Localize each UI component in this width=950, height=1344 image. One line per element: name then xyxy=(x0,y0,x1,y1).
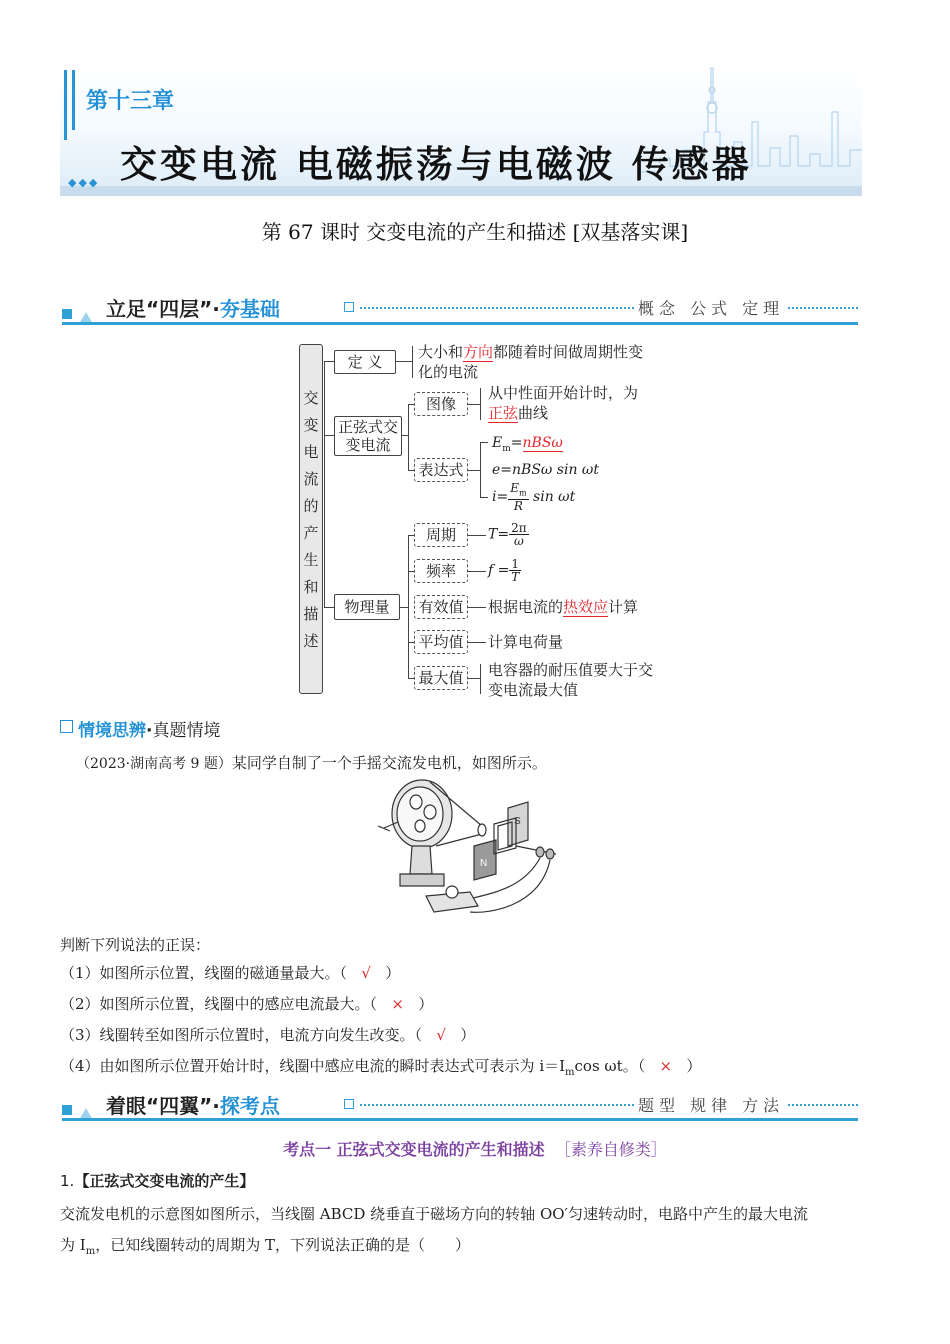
magnet-n-label: N xyxy=(480,858,488,869)
chapter-title: 交变电流 电磁振荡与电磁波 传感器 xyxy=(120,143,752,186)
quantities-node: 物理量 xyxy=(334,594,400,620)
section1-title: 立足“四层”·夯基础 xyxy=(106,297,280,321)
connector xyxy=(480,442,481,498)
banner-bar xyxy=(64,70,67,140)
section1-keywords: 概念 公式 定理 xyxy=(634,296,788,319)
connector xyxy=(468,535,486,536)
connector xyxy=(468,404,480,405)
frequency-formula: f = $\frac{1}{T}$ xyxy=(488,557,520,584)
formula-em: $E_m=nBS\omega$ xyxy=(492,435,563,454)
diamond-icon: ◆◆◆ xyxy=(68,176,100,189)
question-1-line2: 为 $I_m$，已知线圈转动的周期为 T，下列说法正确的是（ ） xyxy=(60,1236,470,1257)
context-title: 情境思辨·真题情境 xyxy=(78,721,221,741)
expression-node: 表达式 xyxy=(414,458,468,482)
connector xyxy=(468,607,486,608)
connector xyxy=(412,346,413,378)
connector xyxy=(324,361,334,362)
section-rule xyxy=(62,322,858,325)
max-node: 最大值 xyxy=(414,666,468,690)
connector xyxy=(480,664,481,694)
formula-e: e=nBSω sin ωt xyxy=(492,462,599,478)
connector xyxy=(408,404,409,470)
definition-node: 定 义 xyxy=(334,350,396,374)
connector xyxy=(324,607,334,608)
connector xyxy=(468,571,486,572)
average-text: 计算电荷量 xyxy=(488,633,564,651)
sine-current-node: 正弦式交 变电流 xyxy=(334,416,402,456)
map-root: 交 变 电 流 的 产 生 和 描 述 xyxy=(299,344,323,694)
square-icon xyxy=(62,309,72,319)
square-outline-icon xyxy=(344,302,354,312)
period-formula: T= $\frac{2\pi}{\omega}$ xyxy=(488,521,527,548)
question-1-line1: 交流发电机的示意图如图所示，当线圈 ABCD 绕垂直于磁场方向的转轴 OO′匀速转动时，电路中产生的最大电流 xyxy=(60,1205,808,1223)
magnet-s-label: S xyxy=(514,816,521,827)
formula-i: i= $\frac{E_m}{R}$ sin ωt xyxy=(492,481,576,514)
square-outline-icon xyxy=(344,1099,354,1109)
banner-bar xyxy=(72,70,75,130)
connector xyxy=(400,607,408,608)
average-node: 平均值 xyxy=(414,630,468,654)
frequency-node: 频率 xyxy=(414,559,468,583)
judge-item-4: （4）由如图所示位置开始计时，线圈中感应电流的瞬时表达式可表示为 $i=I_m\cos$ ωt。（ × ） xyxy=(60,1057,702,1078)
question-1-head: 1.【正弦式交变电流的产生】 xyxy=(60,1172,255,1190)
connector xyxy=(480,442,488,443)
connector xyxy=(480,388,481,420)
connector xyxy=(468,470,480,471)
image-text: 从中性面开始计时，为 正弦曲线 xyxy=(488,384,639,422)
connector xyxy=(468,642,486,643)
judge-item-3: （3）线圈转至如图所示位置时，电流方向发生改变。（ √ ） xyxy=(60,1026,476,1044)
context-stem: （2023·湖南高考 9 题）某同学自制了一个手摇交流发电机，如图所示。 xyxy=(76,754,547,772)
definition-text: 大小和方向都随着时间做周期性变 化的电流 xyxy=(418,343,644,381)
period-node: 周期 xyxy=(414,523,468,547)
hand-generator-figure xyxy=(370,774,580,924)
connector xyxy=(408,535,409,678)
connector xyxy=(324,435,334,436)
connector xyxy=(480,497,488,498)
square-icon xyxy=(62,1105,72,1115)
chapter-label: 第十三章 xyxy=(86,89,175,114)
judge-item-1: （1）如图所示位置，线圈的磁通量最大。（ √ ） xyxy=(60,964,401,982)
section2-title: 着眼“四翼”·探考点 xyxy=(106,1094,280,1118)
kaodian-heading: 考点一 正弦式交变电流的产生和描述 ［素养自修类］ xyxy=(283,1140,667,1159)
section2-keywords: 题型 规律 方法 xyxy=(634,1093,788,1116)
judge-prompt: 判断下列说法的正误： xyxy=(60,936,211,954)
lesson-title: 第 67 课时 交变电流的产生和描述 [双基落实课] xyxy=(261,220,689,244)
judge-item-2: （2）如图所示位置，线圈中的感应电流最大。（ × ） xyxy=(60,995,434,1013)
connector xyxy=(324,361,325,608)
connector xyxy=(468,678,480,679)
rms-node: 有效值 xyxy=(414,595,468,619)
rms-text: 根据电流的热效应计算 xyxy=(488,598,639,616)
checkbox-icon xyxy=(60,720,73,733)
max-text: 电容器的耐压值要大于交 变电流最大值 xyxy=(488,661,654,699)
image-node: 图像 xyxy=(414,392,468,416)
connector xyxy=(396,361,412,362)
